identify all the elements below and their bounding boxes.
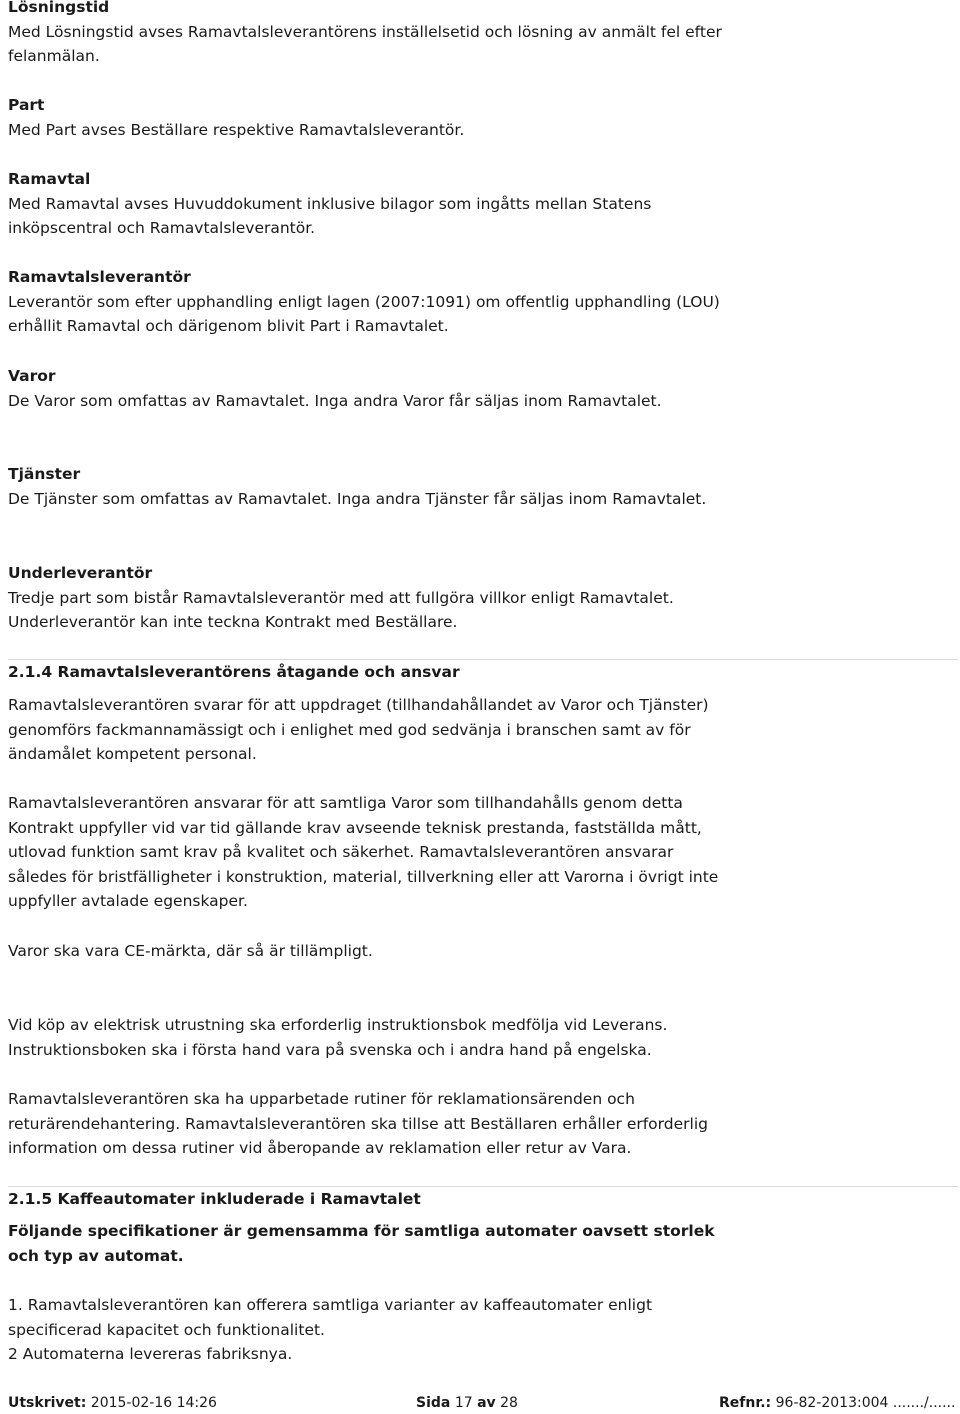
definition-tjanster: [8, 462, 958, 511]
definition-term: Ramavtalsleverantör: [8, 268, 191, 286]
definition-term: Varor: [8, 367, 56, 385]
ref-value: 96-82-2013:004 ......./......: [775, 1395, 956, 1411]
paragraph-line: Instruktionsboken ska i första hand vara på svenska och i andra hand på engelska.: [8, 1040, 652, 1059]
section-heading-text: 2.1.5 Kaffeautomater inkluderade i Ramavtalet: [8, 1190, 421, 1208]
paragraph: [8, 1087, 958, 1161]
page-number: 17: [454, 1395, 473, 1411]
paragraph-line: Varor ska vara CE-märkta, där så är tillämpligt.: [8, 942, 373, 960]
paragraph-line: Ramavtalsleverantören svarar för att uppdraget (tillhandahållandet av Varor och Tjänster): [8, 696, 709, 714]
paragraph-line: utlovad funktion samt krav på kvalitet och säkerhet. Ramavtalsleverantören ansvarar: [8, 843, 674, 862]
page-of: av: [477, 1395, 496, 1411]
section-intro: [8, 1219, 958, 1268]
printed-date: [8, 1392, 217, 1414]
definition-term: Part: [8, 96, 45, 114]
definition-ramavtalsleverantor: [8, 265, 958, 339]
paragraph-line: ändamålet kompetent personal.: [8, 745, 257, 764]
definition-text-line: Leverantör som efter upphandling enligt lagen (2007:1091) om offentlig upphandling (LOU): [8, 292, 720, 311]
definition-text-line: Med Part avses Beställare respektive Ramavtalsleverantör.: [8, 120, 465, 139]
definition-text-line: De Tjänster som omfattas av Ramavtalet. Inga andra Tjänster får säljas inom Ramavtalet.: [8, 489, 707, 508]
definition-text-line: Med Lösningstid avses Ramavtalsleverantörens inställelsetid och lösning av anmält fel efter: [8, 22, 722, 41]
intro-line: och typ av automat.: [8, 1246, 184, 1265]
reference-number: [719, 1392, 955, 1414]
definition-text-line: De Varor som omfattas av Ramavtalet. Inga andra Varor får säljas inom Ramavtalet.: [8, 391, 662, 410]
paragraph: [8, 791, 958, 914]
definition-losningstid: [8, 0, 958, 69]
list-item: specificerad kapacitet och funktionalitet.: [8, 1320, 325, 1339]
intro-line: Följande specifikationer är gemensamma för samtliga automater oavsett storlek: [8, 1222, 715, 1240]
list-item: 1. Ramavtalsleverantören kan offerera samtliga varianter av kaffeautomater enligt: [8, 1296, 653, 1314]
definition-text-line: felanmälan.: [8, 47, 100, 66]
definition-term: Lösningstid: [8, 0, 110, 16]
definition-text-line: Med Ramavtal avses Huvuddokument inklusive bilagor som ingåtts mellan Statens: [8, 194, 652, 213]
definition-underleverantor: [8, 561, 958, 635]
definition-part: [8, 93, 958, 142]
definition-term: Ramavtal: [8, 170, 91, 188]
page-footer: [8, 1392, 958, 1414]
paragraph: [8, 693, 958, 767]
ref-label: Refnr.:: [719, 1395, 772, 1411]
definition-term: Underleverantör: [8, 564, 153, 582]
page-label: Sida: [416, 1395, 451, 1411]
paragraph-line: uppfyller avtalade egenskaper.: [8, 892, 248, 911]
definition-term: Tjänster: [8, 465, 81, 483]
page-indicator: [416, 1392, 518, 1414]
paragraph-line: information om dessa rutiner vid åberopande av reklamation eller retur av Vara.: [8, 1139, 632, 1158]
definition-ramavtal: [8, 167, 958, 241]
definition-text-line: Tredje part som bistår Ramavtalsleverantör med att fullgöra villkor enligt Ramavtalet.: [8, 588, 674, 607]
paragraph-line: Ramavtalsleverantören ska ha upparbetade rutiner för reklamationsärenden och: [8, 1090, 635, 1108]
page-total: 28: [500, 1395, 518, 1411]
section-heading-text: 2.1.4 Ramavtalsleverantörens åtagande och ansvar: [8, 663, 460, 681]
paragraph-line: genomförs fackmannamässigt och i enlighet med god sedvänja i branschen samt av för: [8, 720, 691, 739]
printed-value: 2015-02-16 14:26: [90, 1395, 217, 1411]
paragraph-line: Vid köp av elektrisk utrustning ska erforderlig instruktionsbok medfölja vid Leverans.: [8, 1016, 668, 1034]
printed-label: Utskrivet:: [8, 1395, 87, 1411]
section-heading-214: [8, 659, 958, 685]
spec-list: [8, 1293, 958, 1367]
definition-text-line: Underleverantör kan inte teckna Kontrakt med Beställare.: [8, 613, 458, 632]
paragraph: [8, 939, 958, 964]
paragraph-line: returärendehantering. Ramavtalsleverantören ska tillse att Beställaren erhåller erforderlig: [8, 1114, 708, 1133]
definition-varor: [8, 364, 958, 413]
paragraph-line: således för bristfälligheter i konstruktion, material, tillverkning eller att Varorna i övrigt inte: [8, 867, 719, 886]
definition-text-line: erhållit Ramavtal och därigenom blivit Part i Ramavtalet.: [8, 317, 449, 336]
paragraph-line: Kontrakt uppfyller vid var tid gällande krav avseende teknisk prestanda, fastställda mått,: [8, 818, 702, 837]
paragraph-line: Ramavtalsleverantören ansvarar för att samtliga Varor som tillhandahålls genom detta: [8, 794, 683, 812]
paragraph: [8, 1013, 958, 1062]
section-heading-215: [8, 1186, 958, 1212]
definition-text-line: inköpscentral och Ramavtalsleverantör.: [8, 219, 316, 238]
list-item: 2 Automaterna levereras fabriksnya.: [8, 1345, 293, 1364]
